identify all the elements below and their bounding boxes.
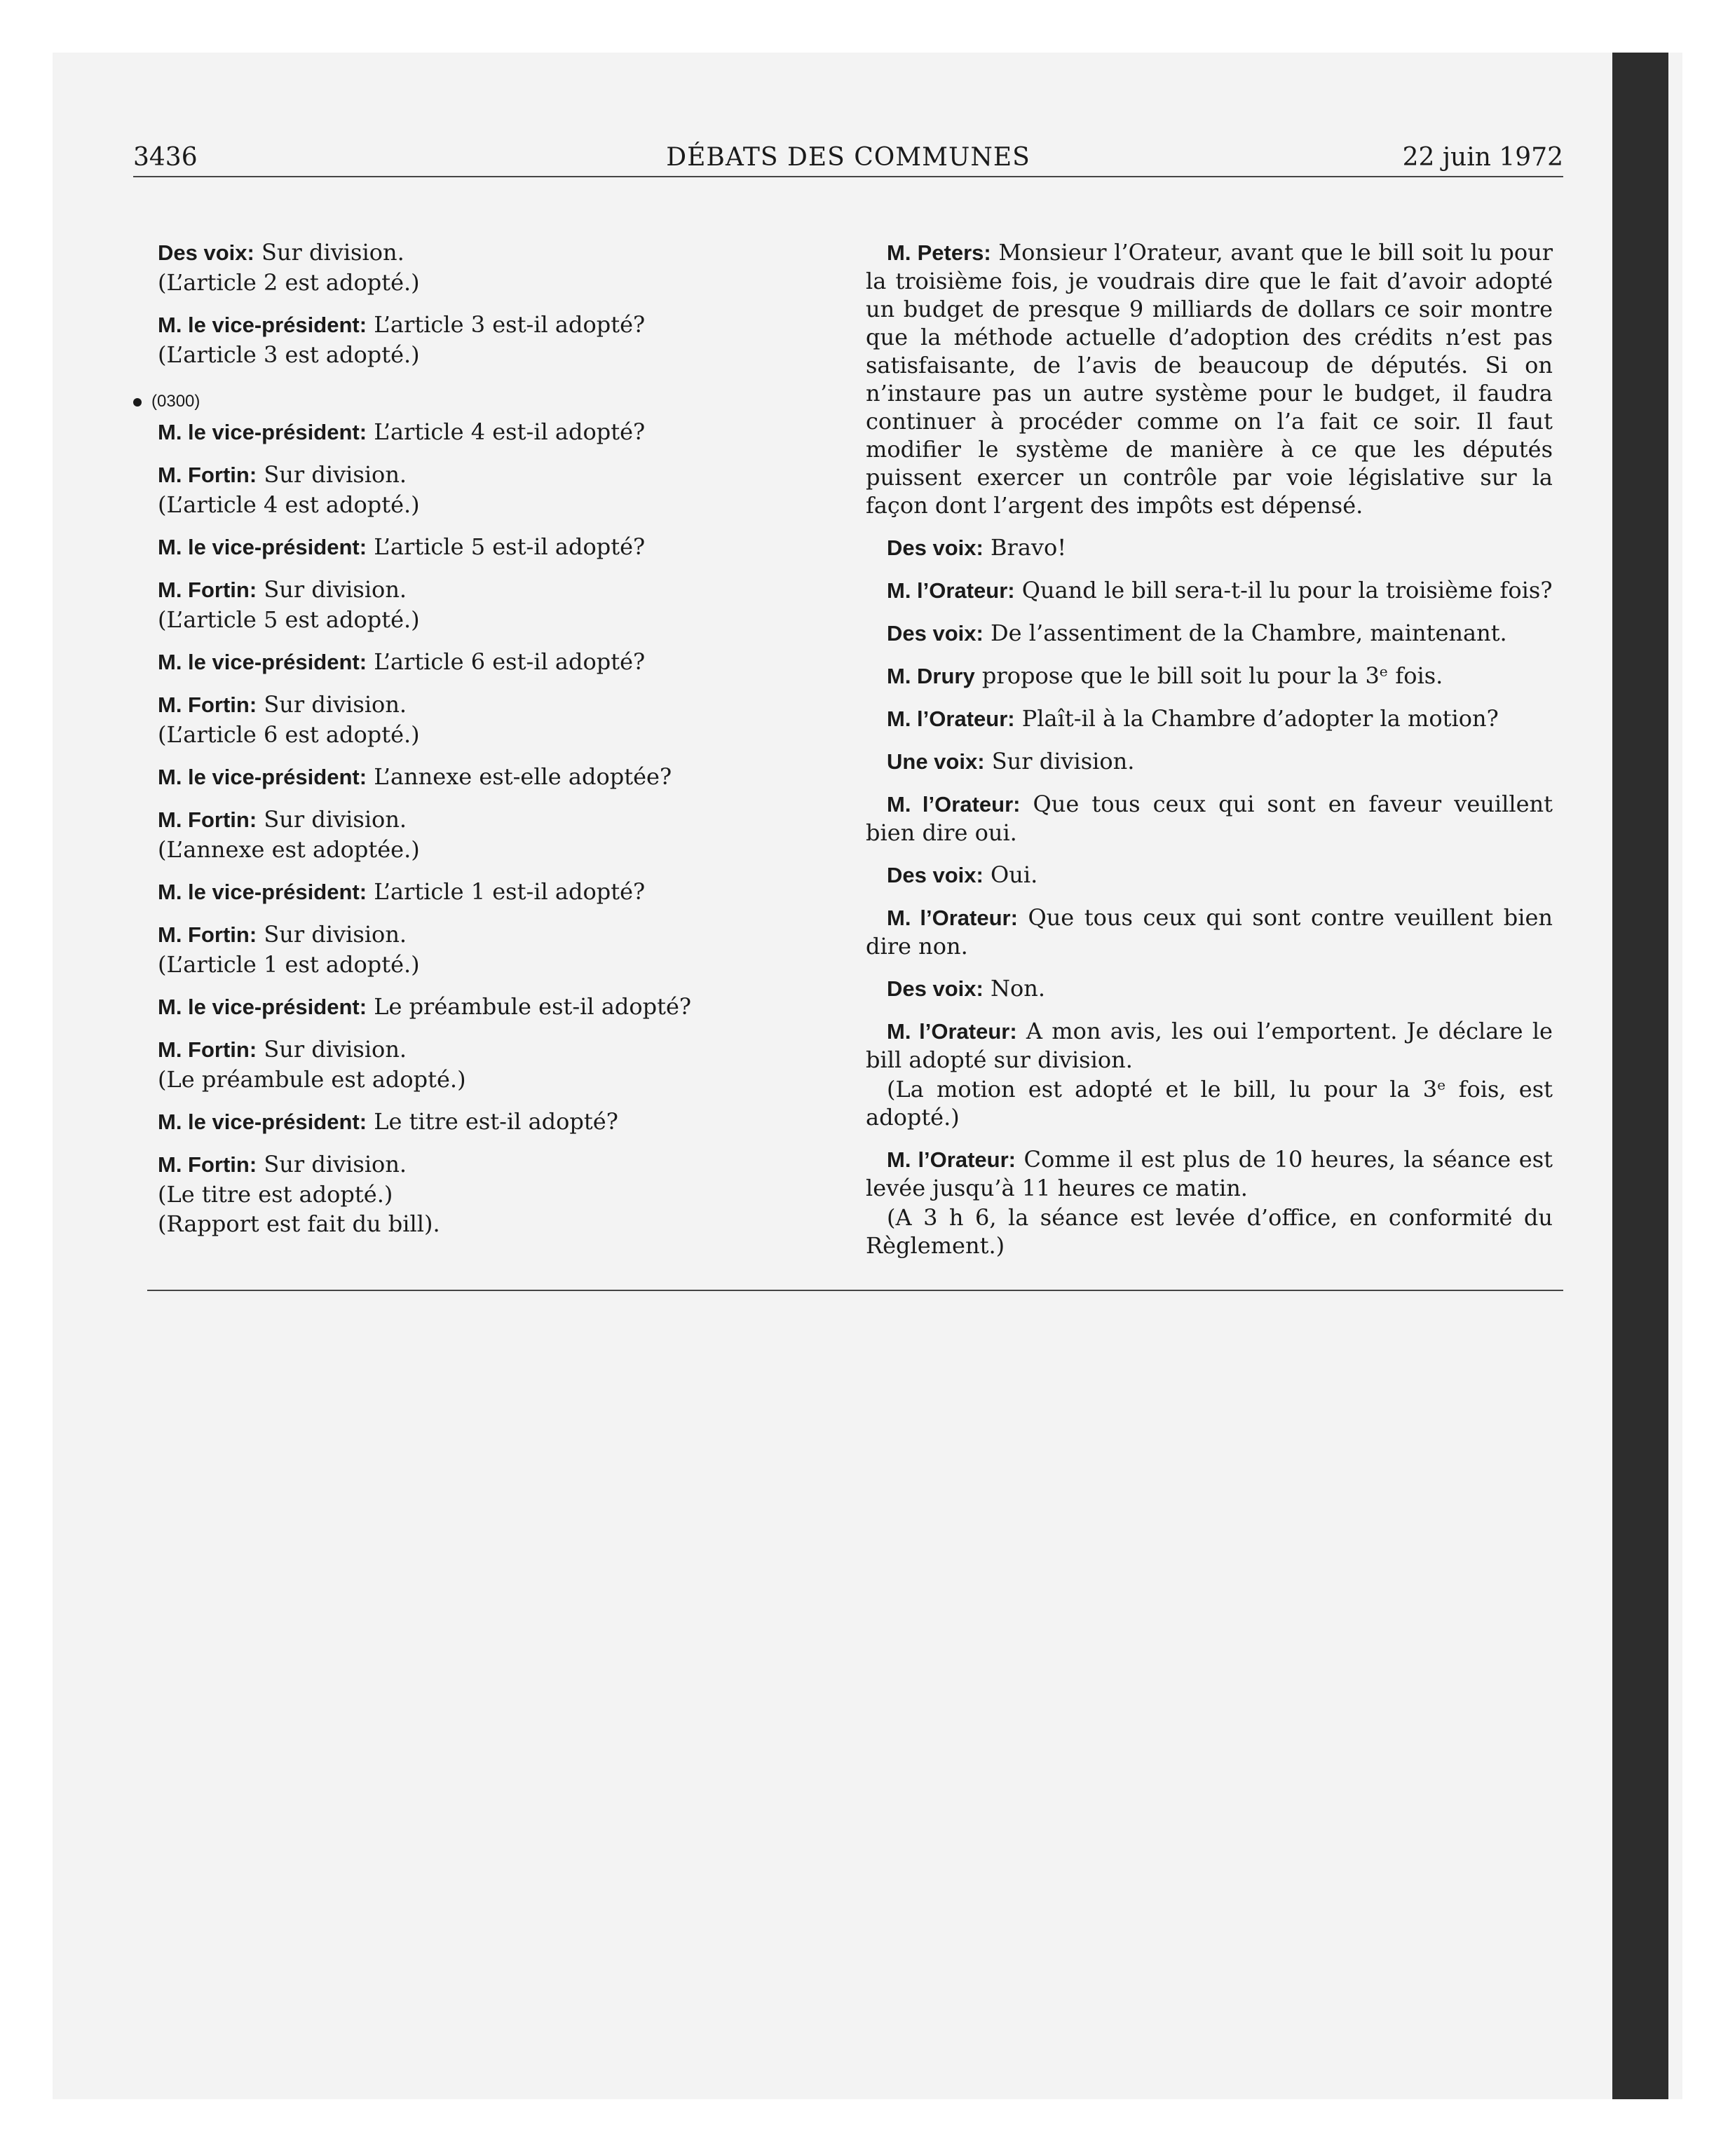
paragraph-text: Le préambule est-il adopté? [367,993,692,1020]
bullet-icon [133,398,142,407]
paragraph [158,878,831,906]
speaker-name: M. l’Orateur: [887,1147,1016,1172]
speaker-name: M. Fortin: [158,922,257,947]
speaker-name: M. Fortin: [158,1037,257,1062]
paragraph [866,974,1553,1003]
paragraph [158,575,831,604]
scan-binding-edge [1612,53,1668,2099]
speaker-name: M. le vice-président: [158,313,367,337]
paragraph [866,790,1553,847]
speaker-name: M. le vice-président: [158,1110,367,1134]
paragraph-text: Sur division. [257,1151,407,1178]
paragraph-text: (La motion est adopté et le bill, lu pour la 3ᵉ fois, est adopté.) [866,1076,1553,1131]
page-date: 22 juin 1972 [1402,143,1563,172]
paragraph [866,533,1553,562]
paragraph [158,721,831,749]
paragraph-text: Que tous ceux qui sont en faveur veuillent bien dire oui. [866,791,1553,846]
paragraph-text: L’article 5 est-il adopté? [367,533,646,560]
speaker-name: M. Fortin: [158,692,257,717]
speaker-name: M. Drury [887,664,975,688]
speaker-name: Des voix: [887,535,984,560]
time-marker-label: (0300) [151,392,200,411]
paragraph-text: L’article 3 est-il adopté? [367,311,646,338]
paragraph [158,950,831,978]
paragraph-text: L’article 6 est-il adopté? [367,648,646,675]
speaker-name: Des voix: [887,976,984,1001]
paragraph-text: Le titre est-il adopté? [367,1108,618,1135]
paragraph-text: Sur division. [257,806,407,833]
page-header [133,142,1563,177]
paragraph [866,747,1553,776]
speaker-name: M. l’Orateur: [887,578,1015,603]
paragraph [158,238,831,267]
paragraph-text: Plaît-il à la Chambre d’adopter la motion? [1014,705,1499,732]
paragraph-text: Sur division. [257,461,407,488]
paragraph [866,238,1553,519]
paragraph-text: Sur division. [984,748,1135,775]
paragraph-text: A mon avis, les oui l’emportent. Je déclare le bill adopté sur division. [866,1018,1553,1073]
paragraph [866,704,1553,733]
paragraph [866,903,1553,960]
paragraph-text: Non. [983,975,1046,1002]
paragraph [158,1150,831,1179]
paragraph [158,992,831,1021]
speaker-name: Des voix: [887,863,984,887]
left-column [158,238,831,1252]
paragraph [158,1035,831,1064]
paragraph [866,662,1553,690]
paragraph-text: Sur division. [257,921,407,948]
paragraph [866,619,1553,648]
speaker-name: M. le vice-président: [158,650,367,674]
paragraph [158,491,831,519]
paragraph-text: (Le préambule est adopté.) [158,1066,466,1093]
speaker-name: M. le vice-président: [158,535,367,559]
paragraph [866,1017,1553,1074]
paragraph [158,606,831,634]
speaker-name: M. Fortin: [158,463,257,487]
paragraph [866,576,1553,605]
paragraph-text: (L’article 6 est adopté.) [158,721,420,748]
paragraph [158,311,831,339]
speaker-name: M. le vice-président: [158,995,367,1019]
paragraph-text: (L’article 5 est adopté.) [158,606,420,633]
paragraph-text: (L’article 2 est adopté.) [158,269,420,296]
paragraph-text: Monsieur l’Orateur, avant que le bill soit lu pour la troisième fois, je voudrais dire que le fait d’avoir adopté un budget de presque 9 milliards de dollars ce soir montre que la méthode actuelle d’adoption des crédits n’est pas satisfaisante, de l’avis de beaucoup de députés. Si on n’instaure pas un autre système pour le budget, il faudra continuer à procéder comme on l’a fait ce soir. Il faut modifier le système de manière à ce que les députés puissent exercer un contrôle par voie législative sur la façon dont l’argent des impôts est dépensé. [866,239,1553,519]
speaker-name: M. Fortin: [158,1152,257,1177]
paragraph-text: (Le titre est adopté.) [158,1181,393,1208]
paragraph [866,1145,1553,1202]
paragraph-text: De l’assentiment de la Chambre, maintenant. [983,620,1507,646]
paragraph [158,460,831,489]
speaker-name: Des voix: [158,240,254,265]
paragraph [158,533,831,561]
speaker-name: M. l’Orateur: [887,906,1018,930]
speaker-name: M. Fortin: [158,578,257,602]
speaker-name: M. le vice-président: [158,880,367,904]
paragraph-text: L’article 1 est-il adopté? [367,878,646,905]
speaker-name: M. l’Orateur: [887,707,1015,731]
paragraph-text: (A 3 h 6, la séance est levée d’office, en conformité du Règlement.) [866,1204,1553,1259]
paragraph-text: Sur division. [257,576,407,603]
paragraph [158,690,831,719]
paragraph-text: (L’article 3 est adopté.) [158,341,420,368]
paragraph-text: Quand le bill sera-t-il lu pour la troisième fois? [1014,577,1553,603]
paragraph [158,418,831,446]
paragraph-text: propose que le bill soit lu pour la 3ᵉ fois. [974,662,1443,689]
paragraph [158,835,831,864]
paragraph-text: (L’article 4 est adopté.) [158,491,420,518]
paragraph-text: L’article 4 est-il adopté? [367,418,646,445]
paragraph-text: (L’article 1 est adopté.) [158,951,420,978]
paragraph [866,861,1553,889]
speaker-name: M. Fortin: [158,807,257,832]
paragraph-text: Oui. [983,861,1038,888]
end-rule [147,1290,1563,1291]
paragraph [158,1107,831,1136]
speaker-name: M. Peters: [887,240,991,265]
paragraph-text: Sur division. [257,1036,407,1063]
paragraph [158,1210,831,1238]
page-title: DÉBATS DES COMMUNES [666,143,1030,172]
paragraph-text: Comme il est plus de 10 heures, la séance est levée jusqu’à 11 heures ce matin. [866,1146,1553,1201]
paragraph-text: (Rapport est fait du bill). [158,1210,440,1237]
paragraph-text: L’annexe est-elle adoptée? [367,763,672,790]
speaker-name: M. le vice-président: [158,420,367,444]
paragraph-text: Sur division. [257,691,407,718]
paragraph-text: Bravo! [983,534,1067,561]
paragraph-text: Sur division. [254,239,404,266]
speaker-name: Des voix: [887,621,984,646]
paragraph [158,805,831,834]
right-column [866,238,1553,1274]
paragraph [158,648,831,676]
paragraph [866,1203,1553,1260]
paragraph [158,1180,831,1208]
paragraph [158,920,831,949]
paragraph-text: (L’annexe est adoptée.) [158,836,420,863]
speaker-name: Une voix: [887,749,985,774]
paragraph [158,341,831,369]
speaker-name: M. l’Orateur: [887,792,1021,817]
speaker-name: M. le vice-président: [158,765,367,789]
paragraph [158,268,831,296]
paragraph [866,1075,1553,1131]
paragraph [158,763,831,791]
paragraph-text: Que tous ceux qui sont contre veuillent bien dire non. [866,904,1553,960]
speaker-name: M. l’Orateur: [887,1019,1017,1044]
paragraph [158,1065,831,1093]
page-number: 3436 [133,143,198,172]
